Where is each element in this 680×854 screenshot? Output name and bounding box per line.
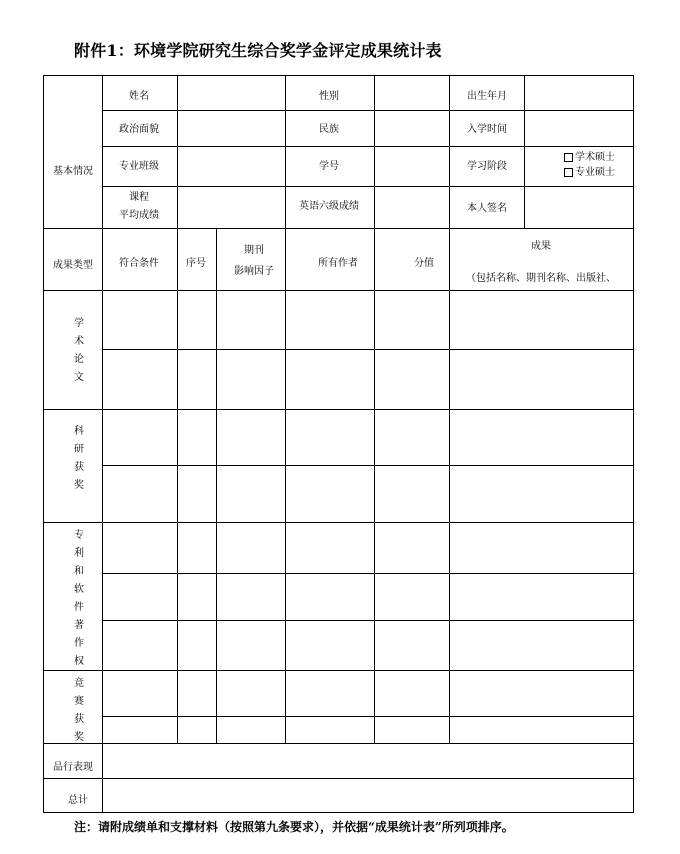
category-char: 奖	[74, 480, 84, 491]
rule	[43, 522, 633, 523]
category-char: 著	[74, 620, 84, 631]
rule	[177, 75, 178, 228]
rule	[102, 573, 633, 574]
basic-section-label: 基本情况	[53, 166, 93, 177]
category-char: 文	[74, 372, 84, 383]
checkbox-icon[interactable]	[564, 168, 573, 177]
rule	[102, 186, 633, 187]
rule	[216, 228, 217, 743]
rule	[102, 349, 633, 350]
table-border-top	[43, 75, 634, 76]
category-char: 学	[74, 318, 84, 329]
stage-option-label: 学术硕士	[575, 152, 615, 163]
category-char: 获	[74, 714, 84, 725]
birth-label: 出生年月	[467, 91, 507, 102]
category-research-awards	[72, 423, 86, 495]
stage-options	[564, 150, 615, 180]
cet6-label: 英语六级成绩	[299, 201, 359, 212]
category-char: 科	[74, 426, 84, 437]
stage-option-label: 专业硕士	[575, 167, 615, 178]
table-border-right	[633, 75, 634, 813]
category-char: 专	[74, 530, 84, 541]
rule	[374, 228, 375, 743]
category-char: 作	[74, 638, 84, 649]
signature-label: 本人签名	[467, 203, 507, 214]
header-score: 分值	[414, 258, 434, 269]
ethnicity-label: 民族	[319, 124, 339, 135]
header-journal-line1: 期刊	[244, 245, 264, 256]
rule	[102, 146, 633, 147]
rule	[43, 290, 633, 291]
header-journal-line2: 影响因子	[234, 266, 274, 277]
category-char: 权	[74, 656, 84, 667]
category-char: 获	[74, 462, 84, 473]
category-papers	[72, 315, 86, 387]
category-char: 软	[74, 584, 84, 595]
stage-label: 学习阶段	[467, 161, 507, 172]
category-contest-awards	[72, 675, 86, 747]
table-border-left	[43, 75, 44, 813]
rule	[285, 228, 286, 743]
document-title: 附件1：环境学院研究生综合奖学金评定成果统计表	[74, 41, 442, 60]
name-label: 姓名	[129, 91, 149, 102]
header-authors: 所有作者	[318, 258, 358, 269]
student-id-label: 学号	[319, 161, 339, 172]
rule	[524, 75, 525, 228]
category-char: 竞	[74, 678, 84, 689]
table-border-bottom	[43, 812, 634, 813]
rule	[43, 670, 633, 671]
footer-note: 注：请附成绩单和支撑材料（按照第九条要求），并依据“成果统计表”所列项排序。	[74, 820, 514, 834]
rule	[43, 409, 633, 410]
rule	[102, 465, 633, 466]
rule	[449, 228, 450, 743]
checkbox-icon[interactable]	[564, 153, 573, 162]
header-result-line2: （包括名称、期刊名称、出版社、	[466, 273, 616, 284]
rule	[43, 743, 633, 744]
gender-label: 性别	[319, 91, 339, 102]
major-class-label: 专业班级	[119, 161, 159, 172]
header-seq: 序号	[186, 258, 206, 269]
course-label-line2: 平均成绩	[119, 210, 159, 221]
category-char: 论	[74, 354, 84, 365]
category-char: 和	[74, 566, 84, 577]
category-char: 术	[74, 336, 84, 347]
rule	[43, 778, 633, 779]
rule	[102, 110, 633, 111]
header-type: 成果类型	[53, 260, 93, 271]
header-result-line1: 成果	[531, 241, 551, 252]
stage-option-professional[interactable]	[564, 165, 615, 180]
category-char: 利	[74, 548, 84, 559]
category-patents	[72, 527, 86, 671]
rule	[449, 75, 450, 228]
stage-option-academic[interactable]	[564, 150, 615, 165]
rule	[285, 75, 286, 228]
category-char: 件	[74, 602, 84, 613]
enroll-label: 入学时间	[467, 124, 507, 135]
category-char: 研	[74, 444, 84, 455]
course-label-line1: 课程	[129, 192, 149, 203]
political-label: 政治面貌	[119, 124, 159, 135]
rule	[102, 716, 633, 717]
conduct-label: 品行表现	[53, 762, 93, 773]
rule	[43, 228, 633, 229]
rule	[177, 228, 178, 743]
header-condition: 符合条件	[119, 258, 159, 269]
category-char: 奖	[74, 732, 84, 743]
rule	[102, 620, 633, 621]
category-char: 赛	[74, 696, 84, 707]
rule	[374, 75, 375, 228]
total-label: 总计	[68, 795, 88, 806]
